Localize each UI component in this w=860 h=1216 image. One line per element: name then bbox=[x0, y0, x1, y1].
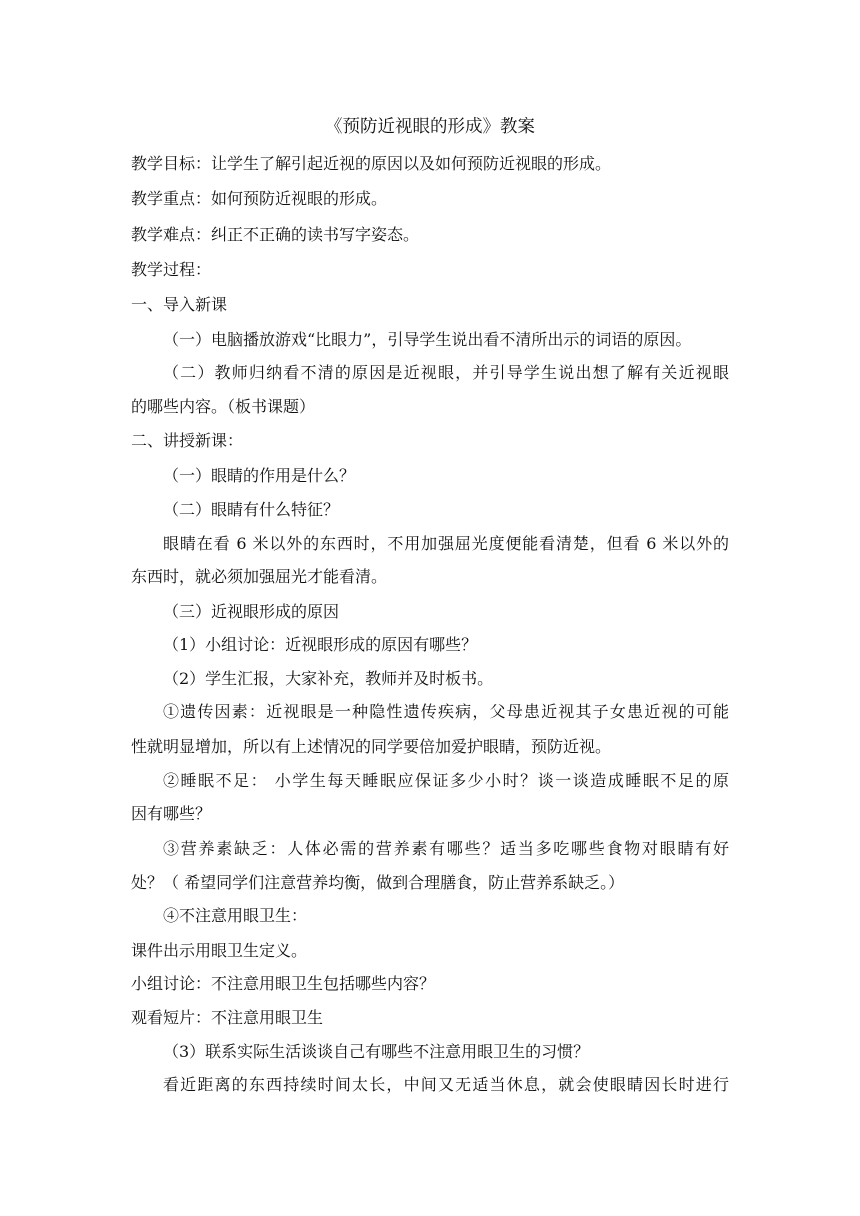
text-line: ③营养素缺乏：人体必需的营养素有哪些？适当多吃哪些食物对眼睛有好 bbox=[163, 839, 729, 858]
text-line: （2）学生汇报，大家补充，教师并及时板书。 bbox=[163, 669, 494, 688]
text-line-key-point: 教学重点：如何预防近视眼的形成。 bbox=[131, 189, 388, 208]
text-line: ④不注意用眼卫生： bbox=[163, 906, 308, 925]
text-line: 观看短片：不注意用眼卫生 bbox=[131, 1008, 324, 1027]
text-line: 东西时，就必须加强屈光才能看清。 bbox=[131, 567, 388, 586]
text-line: （1）小组讨论：近视眼形成的原因有哪些？ bbox=[163, 635, 478, 654]
text-line: 看近距离的东西持续时间太长，中间又无适当休息，就会使眼睛因长时进行 bbox=[163, 1075, 729, 1094]
text-line: 性就明显增加，所以有上述情况的同学要倍加爱护眼睛，预防近视。 bbox=[131, 737, 612, 756]
text-line: （3）联系实际生活谈谈自己有哪些不注意用眼卫生的习惯？ bbox=[163, 1042, 590, 1061]
text-line: 课件出示用眼卫生定义。 bbox=[131, 941, 308, 960]
text-line: 小组讨论：不注意用眼卫生包括哪些内容？ bbox=[131, 974, 436, 993]
text-line-difficulty: 教学难点：纠正不正确的读书写字姿态。 bbox=[131, 225, 420, 244]
text-line: 的哪些内容。（板书课题） bbox=[131, 397, 316, 416]
text-line: （二）教师归纳看不清的原因是近视眼，并引导学生说出想了解有关近视眼 bbox=[163, 363, 729, 382]
text-line: 因有哪些？ bbox=[131, 804, 212, 823]
text-line: 眼睛在看 6 米以外的东西时，不用加强屈光度便能看清楚，但看 6 米以外的 bbox=[163, 534, 729, 553]
text-line: （三）近视眼形成的原因 bbox=[163, 602, 340, 621]
text-line: （一）眼睛的作用是什么？ bbox=[163, 466, 356, 485]
text-line: （一）电脑播放游戏“比眼力”，引导学生说出看不清所出示的词语的原因。 bbox=[163, 330, 692, 349]
text-line: （二）眼睛有什么特征？ bbox=[163, 500, 340, 519]
text-line-teaching-goal: 教学目标：让学生了解引起近视的原因以及如何预防近视眼的形成。 bbox=[131, 154, 612, 173]
text-line: 处？（ 希望同学们注意营养均衡，做到合理膳食，防止营养系缺乏。） bbox=[131, 873, 625, 892]
section-heading-new-lesson: 二、讲授新课： bbox=[131, 431, 244, 450]
text-line-process: 教学过程： bbox=[131, 260, 212, 279]
text-line: ①遗传因素：近视眼是一种隐性遗传疾病，父母患近视其子女患近视的可能 bbox=[163, 702, 729, 721]
text-line: ②睡眠不足： 小学生每天睡眠应保证多少小时？谈一谈造成睡眠不足的原 bbox=[163, 771, 729, 790]
document-title: 《预防近视眼的形成》教案 bbox=[325, 117, 535, 137]
section-heading-intro: 一、导入新课 bbox=[131, 295, 228, 314]
